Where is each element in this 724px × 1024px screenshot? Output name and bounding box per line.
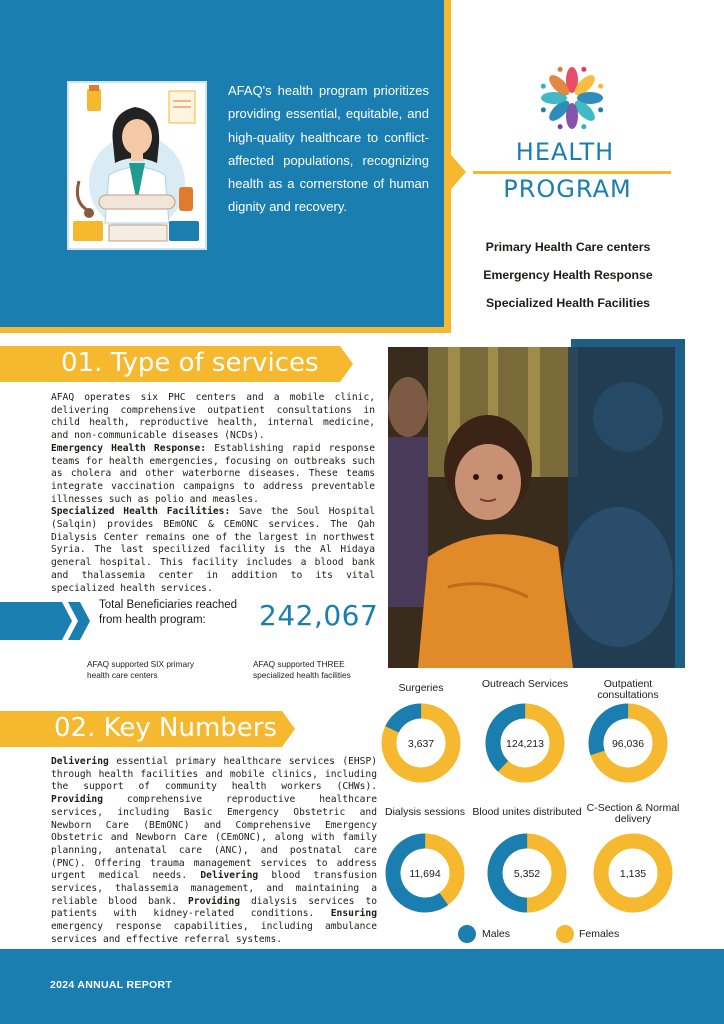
section1-heading: 01. Type of services	[61, 348, 319, 378]
child-photo	[388, 347, 675, 668]
legend-males-swatch	[458, 925, 476, 943]
key-numbers-text-3: dialysis services to patients with kidney-related conditions.	[51, 895, 378, 920]
donut-label-1: Outreach Services	[481, 678, 569, 690]
supported-number-2: 2	[225, 665, 232, 678]
emergency-text: Establishing rapid response teams for health emergencies, focusing on outbreaks such as cholera and other waterborne diseases. These teams integrate vaccination campaigns to address preventable illnesses such as polio and measles.	[51, 442, 375, 505]
key-numbers-lead-3: Providing	[188, 895, 240, 907]
logo-dot	[581, 66, 588, 73]
program-item-emergency: Emergency Health Response	[483, 268, 653, 282]
key-numbers-text-4: emergency response capabilities, including ambulance services and effective referral systems.	[51, 921, 377, 945]
specialized-lead: Specialized Health Facilities:	[51, 506, 231, 518]
key-numbers-text-0: essential primary healthcare services (EHSP) through health facilities and mobile clinics, including the support of community health workers (CHWs).	[51, 756, 377, 793]
header-accent-bar-bottom	[0, 327, 451, 333]
beneficiaries-value: 242,067	[259, 599, 379, 632]
supported-text-1: AFAQ supported SIX primary health care centers	[87, 659, 194, 680]
logo-dot	[557, 66, 564, 73]
donut-value-4: 5,352	[513, 868, 541, 880]
section1-banner	[0, 346, 355, 382]
afaq-logo	[537, 63, 607, 133]
header-arrow-icon	[446, 149, 466, 195]
intro-paragraph: AFAQ's health program prioritizes providing essential, equitable, and high-quality healthcare to conflict-affected populations, recognizing health as a cornerstone of human dignity and recovery.	[228, 83, 429, 215]
logo-dot	[581, 123, 588, 130]
donut-label-3: Dialysis sessions	[385, 806, 465, 818]
beneficiaries-arrow-icon	[0, 602, 92, 640]
donut-value-3: 11,694	[409, 868, 441, 880]
section1-paragraph-specialized	[51, 506, 375, 595]
key-numbers-lead-2: Delivering	[200, 870, 259, 882]
donut-chart-1	[478, 696, 572, 790]
donut-label-2: Outpatient consultations	[597, 678, 659, 701]
section2-heading: 02. Key Numbers	[54, 713, 278, 743]
logo-dot	[557, 123, 564, 130]
donut-chart-5	[586, 826, 680, 920]
specialized-text: Save the Soul Hospital (Salqin) provides BEmONC & CEmONC services. The Qah Dialysis Center remains one of the largest in northwest Syria. The last specilized facility is the Al Hidaya general hospital. This facility includes a blood bank and thalassemia center in addition to its vital specialized health services.	[51, 506, 375, 594]
section1-body	[51, 392, 375, 595]
logo-dot	[597, 107, 604, 114]
key-numbers-lead-0: Delivering	[51, 756, 109, 767]
emergency-lead: Emergency Health Response:	[51, 442, 207, 454]
program-item-specialized: Specialized Health Facilities	[485, 296, 651, 310]
donut-label-5: C-Section & Normal delivery	[586, 802, 680, 825]
donut-label-0: Surgeries	[398, 682, 444, 694]
logo-dot	[597, 83, 604, 90]
donut-value-1: 124,213	[506, 738, 544, 750]
program-title-line1: HEALTH	[515, 138, 615, 166]
key-numbers-lead-1: Providing	[51, 794, 103, 806]
program-item-phc: Primary Health Care centers	[485, 240, 651, 254]
section1-paragraph-phc: AFAQ operates six PHC centers and a mobile clinic, delivering comprehensive outpatient consultations in child health, reproductive health, internal medicine, and non-communicable diseases (NCDs).	[51, 392, 375, 442]
donut-chart-2	[581, 696, 675, 790]
beneficiaries-label: Total Beneficiaries reached from health program:	[99, 599, 238, 626]
logo-dot	[540, 83, 547, 90]
legend-males-label: Males	[482, 928, 511, 940]
supported-number-1: 1	[59, 665, 66, 678]
section2-body	[51, 756, 377, 947]
legend-females-label: Females	[579, 928, 620, 940]
donut-label-4: Blood unites distributed	[472, 806, 582, 818]
donut-value-2: 96,036	[611, 738, 645, 750]
program-title-line2: PROGRAM	[503, 175, 632, 203]
key-numbers-lead-4: Ensuring	[330, 908, 377, 920]
donut-chart-3	[378, 826, 472, 920]
logo-dot	[540, 107, 547, 114]
donut-chart-4	[480, 826, 574, 920]
donut-value-0: 3,637	[407, 738, 435, 750]
donut-value-5: 1,135	[619, 868, 647, 880]
legend-females-swatch	[556, 925, 574, 943]
donut-chart-0	[374, 696, 468, 790]
supported-text-2: AFAQ supported THREE specialized health facilities	[253, 659, 351, 680]
title-divider	[473, 171, 671, 174]
footer-text: 2024 ANNUAL REPORT	[50, 979, 173, 991]
section2-banner	[0, 711, 297, 747]
doctor-illustration	[67, 81, 207, 250]
key-numbers-text-2: blood transfusion services, thalassemia management, and maintaining a reliable blood bank.	[51, 870, 377, 907]
key-numbers-text-1: comprehensive reproductive healthcare services, including Basic Emergency Obstetric and Newborn Care (BEmONC) and Comprehensive Emergency Obstetric and Newborn Care (CEmONC), along with family planning, antenatal care (ANC), and postnatal care (PNC). Offering trauma management services to address urgent medical needs.	[51, 794, 377, 882]
section1-paragraph-emergency	[51, 443, 375, 507]
